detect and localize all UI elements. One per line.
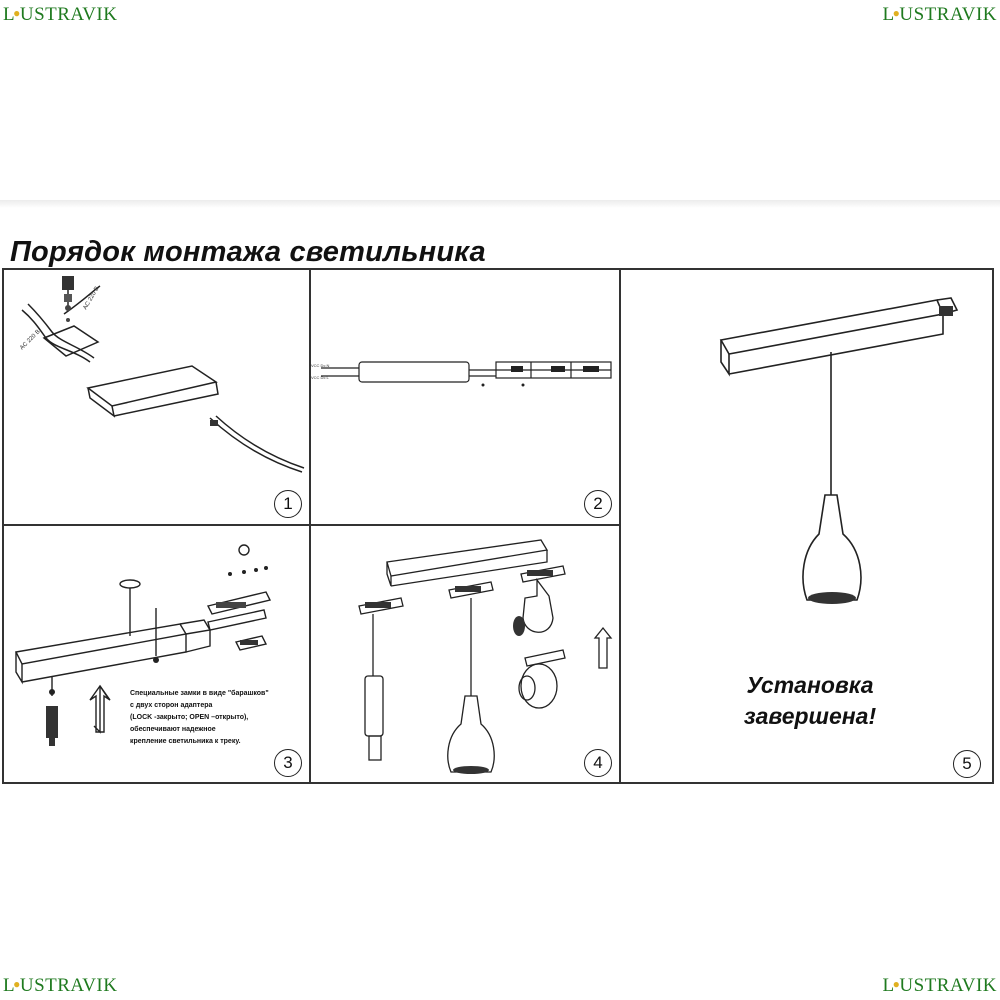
wire-label: VCC Dc L [311, 375, 329, 380]
separator-band [0, 200, 1000, 208]
completion-message: Установка завершена! [743, 672, 877, 729]
step-2-panel [311, 270, 619, 524]
brand-logo: L●USTRAVIK [882, 975, 997, 996]
step-number: 5 [953, 750, 981, 778]
brand-logo: L●USTRAVIK [3, 4, 118, 25]
page-title: Порядок монтажа светильника [10, 236, 486, 268]
step-number: 3 [274, 749, 302, 777]
cable-label: AC 220 В [82, 285, 101, 311]
logo-bulb-icon: ● [13, 977, 21, 991]
wire-label: VCC Dc N [311, 363, 330, 368]
wiring-illustration [4, 270, 309, 524]
fixture-options-illustration [311, 526, 619, 783]
cable-label: AC 220 В [19, 329, 42, 352]
driver-connection-illustration [311, 270, 619, 524]
brand-logo: L●USTRAVIK [882, 4, 997, 25]
step-number: 1 [274, 490, 302, 518]
logo-bulb-icon: ● [892, 6, 901, 20]
step-number: 4 [584, 749, 612, 777]
step-number: 2 [584, 490, 612, 518]
logo-bulb-icon: ● [13, 6, 21, 20]
logo-bulb-icon: ● [892, 977, 901, 991]
lock-note: Специальные замки в виде "барашков" с двух сторон адаптера (LOCK -закрыто; OPEN –открыто), обеспечивают надежное крепление светильника к треку. [130, 690, 269, 745]
brand-logo: L●USTRAVIK [3, 975, 118, 996]
step-1-panel [4, 270, 309, 524]
step-4-panel [311, 526, 619, 783]
